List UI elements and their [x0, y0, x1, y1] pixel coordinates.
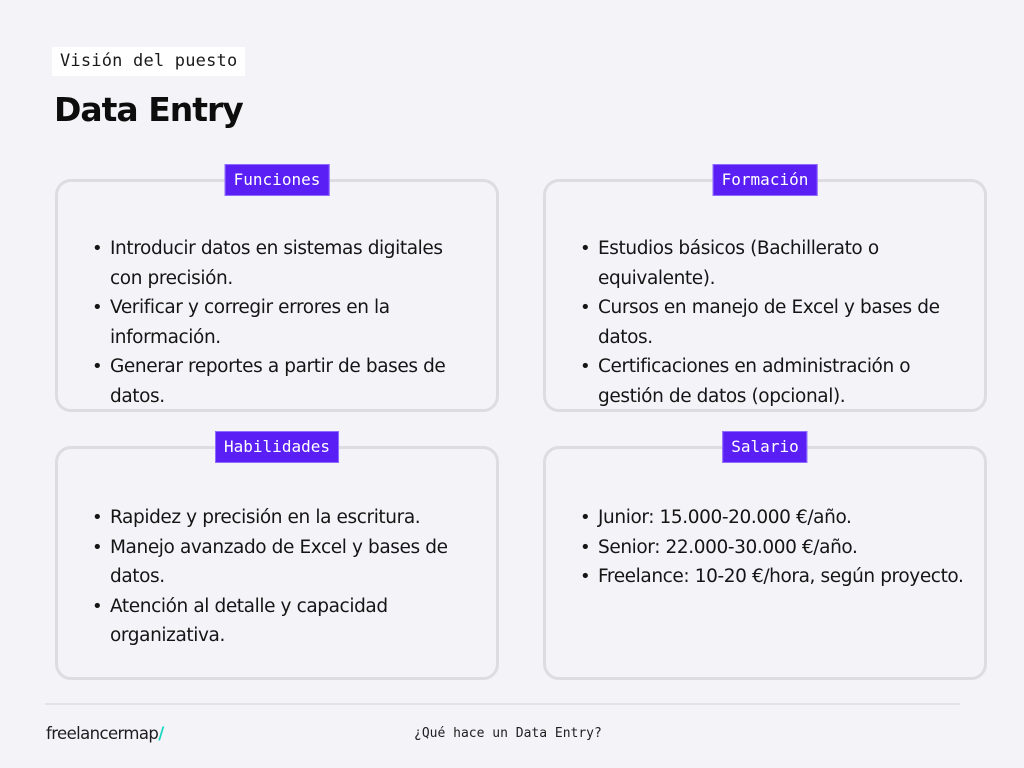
bullet-icon: • — [92, 536, 103, 558]
list-item — [578, 234, 964, 293]
bullet-icon: • — [580, 507, 591, 528]
card-habilidades — [55, 437, 499, 680]
bullet-icon: • — [580, 238, 591, 259]
list-item — [90, 533, 476, 592]
card-label-formacion: Formación — [713, 164, 818, 196]
card-formacion — [543, 170, 987, 412]
card-label-salario: Salario — [722, 431, 807, 463]
bullet-icon: • — [92, 507, 103, 528]
bullet-icon: • — [580, 566, 591, 587]
list-item — [90, 293, 476, 352]
bullet-icon: • — [92, 595, 103, 617]
list-item — [578, 503, 964, 533]
card-label-habilidades: Habilidades — [215, 431, 339, 463]
list-item — [90, 234, 476, 293]
card-funciones — [55, 170, 499, 412]
list-item-text: Certificaciones en administración o gestión de datos (opcional). — [598, 356, 911, 407]
list-item-text: Rapidez y precisión en la escritura. — [110, 507, 421, 528]
logo-text: freelancermap — [46, 724, 159, 743]
habilidades-list — [90, 503, 476, 651]
card-label-funciones: Funciones — [225, 164, 330, 196]
list-item — [578, 533, 964, 563]
list-item-text: Atención al detalle y capacidad organizativa. — [110, 595, 388, 646]
list-item — [578, 293, 964, 352]
list-item-text: Senior: 22.000-30.000 €/año. — [598, 536, 858, 558]
bullet-icon: • — [580, 356, 591, 377]
list-item-text: Junior: 15.000-20.000 €/año. — [598, 507, 852, 528]
list-item-text: Estudios básicos (Bachillerato o equivalente). — [598, 238, 879, 289]
list-item-text: Generar reportes a partir de bases de datos. — [110, 356, 446, 407]
freelancermap-logo — [46, 724, 164, 743]
card-salario — [543, 437, 987, 680]
bullet-icon: • — [92, 356, 103, 377]
list-item — [90, 503, 476, 533]
formacion-list — [578, 234, 964, 411]
logo-slash-icon: / — [158, 724, 164, 743]
footer-caption: ¿Qué hace un Data Entry? — [414, 726, 602, 741]
bullet-icon: • — [580, 536, 591, 558]
list-item — [90, 352, 476, 411]
bullet-icon: • — [92, 297, 103, 318]
section-eyebrow-label: Visión del puesto — [52, 47, 245, 76]
list-item-text: Verificar y corregir errores en la información. — [110, 297, 390, 348]
list-item-text: Manejo avanzado de Excel y bases de datos. — [110, 536, 448, 587]
bullet-icon: • — [580, 297, 591, 318]
list-item-text: Freelance: 10-20 €/hora, según proyecto. — [598, 566, 964, 587]
funciones-list — [90, 234, 476, 411]
salario-list — [578, 503, 964, 592]
footer-divider — [45, 703, 960, 705]
list-item — [90, 592, 476, 651]
list-item-text: Introducir datos en sistemas digitales con precisión. — [110, 238, 443, 289]
bullet-icon: • — [92, 238, 103, 259]
list-item-text: Cursos en manejo de Excel y bases de datos. — [598, 297, 940, 348]
list-item — [578, 562, 964, 592]
page-title: Data Entry — [54, 90, 243, 129]
list-item — [578, 352, 964, 411]
